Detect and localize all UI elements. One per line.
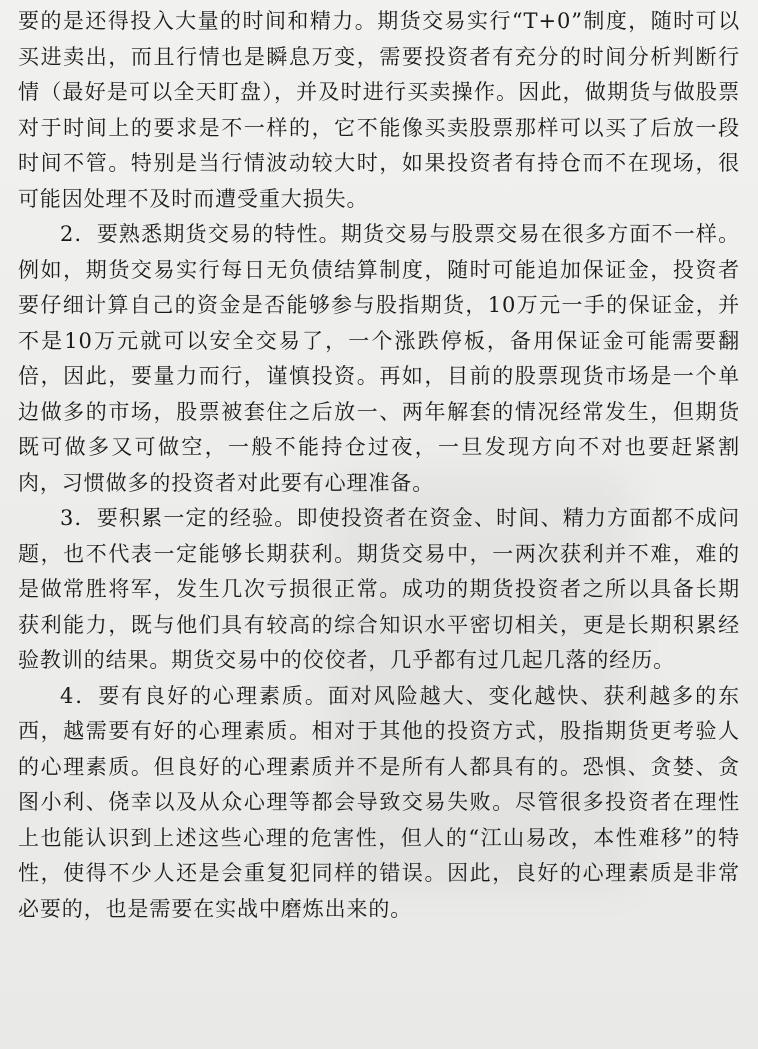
body-text bbox=[18, 4, 740, 927]
paragraph-item-4: 4．要有良好的心理素质。面对风险越大、变化越快、获利越多的东西，越需要有好的心理素质。相对于其他的投资方式，股指期货更考验人的心理素质。但良好的心理素质并不是所有人都具有的。恐惧、贪婪、贪图小利、侥幸以及从众心理等都会导致交易失败。尽管很多投资者在理性上也能认识到上述这些心理的危害性，但人的“江山易改，本性难移”的特性，使得不少人还是会重复犯同样的错误。因此，良好的心理素质是非常必要的，也是需要在实战中磨炼出来的。 bbox=[18, 683, 740, 921]
paragraph-item-3: 3．要积累一定的经验。即使投资者在资金、时间、精力方面都不成问题，也不代表一定能够长期获利。期货交易中，一两次获利并不难，难的是做常胜将军，发生几次亏损很正常。成功的期货投资者之所以具备长期获利能力，既与他们具有较高的综合知识水平密切相关，更是长期积累经验教训的结果。期货交易中的佼佼者，几乎都有过几起几落的经历。 bbox=[18, 506, 740, 672]
paragraph-item-2: 2．要熟悉期货交易的特性。期货交易与股票交易在很多方面不一样。例如，期货交易实行每日无负债结算制度，随时可能追加保证金，投资者要仔细计算自己的资金是否能够参与股指期货，10万元一手的保证金，并不是10万元就可以安全交易了，一个涨跌停板，备用保证金可能需要翻倍，因此，要量力而行，谨慎投资。再如，目前的股票现货市场是一个单边做多的市场，股票被套住之后放一、两年解套的情况经常发生，但期货既可做多又可做空，一般不能持仓过夜，一旦发现方向不对也要赶紧割肉，习惯做多的投资者对此要有心理准备。 bbox=[18, 222, 740, 495]
paragraph-continuation: 要的是还得投入大量的时间和精力。期货交易实行“T+0”制度，随时可以买进卖出，而且行情也是瞬息万变，需要投资者有充分的时间分析判断行情（最好是可以全天盯盘），并及时进行买卖操作。因此，做期货与做股票对于时间上的要求是不一样的，它不能像买卖股票那样可以买了后放一段时间不管。特别是当行情波动较大时，如果投资者有持仓而不在现场，很可能因处理不及时而遭受重大损失。 bbox=[18, 9, 740, 211]
